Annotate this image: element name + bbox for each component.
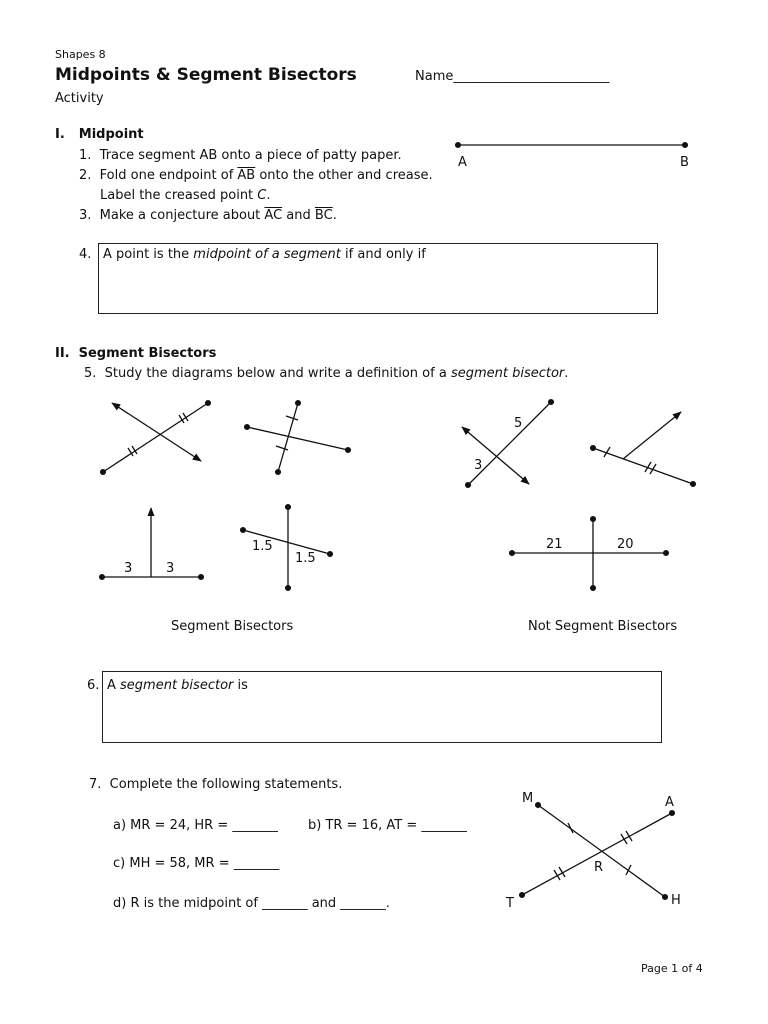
label-a: A bbox=[458, 155, 467, 170]
label-not-a: 5 bbox=[514, 416, 523, 431]
label-bisector-d: 1.5 bbox=[295, 551, 316, 566]
segment-line bbox=[103, 403, 208, 472]
step-text: Study the diagrams below and write a definition of a bbox=[104, 366, 451, 381]
page-number: Page 1 of 4 bbox=[641, 962, 703, 975]
step-number: 3. bbox=[79, 208, 92, 223]
point-b-dot bbox=[683, 143, 688, 148]
step-emphasis: segment bisector bbox=[450, 366, 565, 381]
tick-mark bbox=[621, 834, 627, 844]
step-number: 1. bbox=[79, 148, 92, 163]
tick-mark bbox=[286, 416, 298, 420]
segment-ta bbox=[522, 813, 672, 895]
ray-line bbox=[623, 412, 681, 459]
step-text: Fold one endpoint of bbox=[99, 168, 238, 183]
segment-ab-diagram bbox=[456, 143, 688, 148]
page-subtitle: Activity bbox=[55, 91, 104, 106]
segment-bc: $\overline{BC}$ bbox=[314, 208, 333, 223]
crossing-line bbox=[462, 427, 529, 484]
label-not-b: 3 bbox=[474, 458, 483, 473]
caption-segment-bisectors: Segment Bisectors bbox=[171, 619, 294, 634]
step-number: 7. bbox=[89, 777, 102, 792]
label-a-point: A bbox=[665, 795, 674, 810]
section-2-title: Segment Bisectors bbox=[78, 346, 217, 361]
page-title: Midpoints & Segment Bisectors bbox=[55, 65, 357, 85]
step-number: 2. bbox=[79, 168, 92, 183]
prompt-text: if and only if bbox=[340, 247, 426, 262]
step-6-number: 6. bbox=[87, 678, 100, 693]
caption-not-segment-bisectors: Not Segment Bisectors bbox=[528, 619, 678, 634]
section-1-numeral: I. bbox=[55, 127, 65, 142]
prompt-text: A point is the bbox=[103, 247, 194, 262]
step-text: Trace segment AB onto a piece of patty paper. bbox=[99, 148, 402, 163]
segment-ac: $\overline{AC}$ bbox=[264, 208, 283, 223]
bisector-diagram-2 bbox=[245, 401, 351, 475]
prompt-emphasis: segment bisector bbox=[120, 678, 234, 693]
prompt-emphasis: midpoint of a segment bbox=[193, 247, 341, 262]
label-not-c: 21 bbox=[546, 537, 563, 552]
section-1-title: Midpoint bbox=[78, 127, 144, 142]
not-bisector-diagram-1 bbox=[462, 400, 553, 488]
section-2-numeral: II. bbox=[55, 346, 70, 361]
prompt-text: is bbox=[233, 678, 248, 693]
bisector-diagram-3 bbox=[100, 508, 204, 579]
point-a-dot bbox=[456, 143, 461, 148]
segment-ab: $\overline{AB}$ bbox=[237, 168, 256, 183]
prompt-text: A bbox=[107, 678, 121, 693]
question-d: d) R is the midpoint of _______ and _______. bbox=[113, 896, 390, 911]
question-c: c) MH = 58, MR = _______ bbox=[113, 856, 280, 871]
bisector-line bbox=[112, 403, 201, 461]
mrth-diagram bbox=[520, 803, 675, 900]
bisector-diagram-1 bbox=[101, 401, 211, 475]
question-b: b) TR = 16, AT = _______ bbox=[308, 818, 467, 833]
step-text: Label the creased point bbox=[100, 188, 258, 203]
question-a: a) MR = 24, HR = _______ bbox=[113, 818, 278, 833]
step-4-number: 4. bbox=[79, 247, 92, 262]
not-bisector-diagram-2 bbox=[591, 412, 696, 486]
label-t: T bbox=[506, 896, 514, 911]
label-h: H bbox=[671, 893, 681, 908]
label-bisector-b: 3 bbox=[166, 561, 175, 576]
tick-mark bbox=[276, 446, 288, 450]
step-text: . bbox=[266, 188, 271, 203]
segment-line bbox=[593, 448, 693, 484]
step-text: Complete the following statements. bbox=[109, 777, 343, 792]
label-bisector-c: 1.5 bbox=[252, 539, 273, 554]
segment-line bbox=[247, 427, 348, 450]
step-text: . bbox=[564, 366, 569, 381]
step-text: Make a conjecture about bbox=[99, 208, 265, 223]
point-c: C bbox=[257, 188, 267, 203]
label-m: M bbox=[522, 791, 534, 806]
label-not-d: 20 bbox=[617, 537, 634, 552]
not-bisector-diagram-3 bbox=[510, 517, 669, 591]
step-text: . bbox=[332, 208, 337, 223]
name-blank: ________________________ bbox=[453, 69, 610, 84]
step-number: 5. bbox=[84, 366, 97, 381]
step-text: onto the other and crease. bbox=[255, 168, 433, 183]
label-r: R bbox=[594, 860, 604, 875]
label-b: B bbox=[680, 155, 689, 170]
label-bisector-a: 3 bbox=[124, 561, 133, 576]
name-label: Name bbox=[415, 69, 454, 84]
unit-label: Shapes 8 bbox=[55, 48, 106, 61]
step-text: and bbox=[282, 208, 315, 223]
